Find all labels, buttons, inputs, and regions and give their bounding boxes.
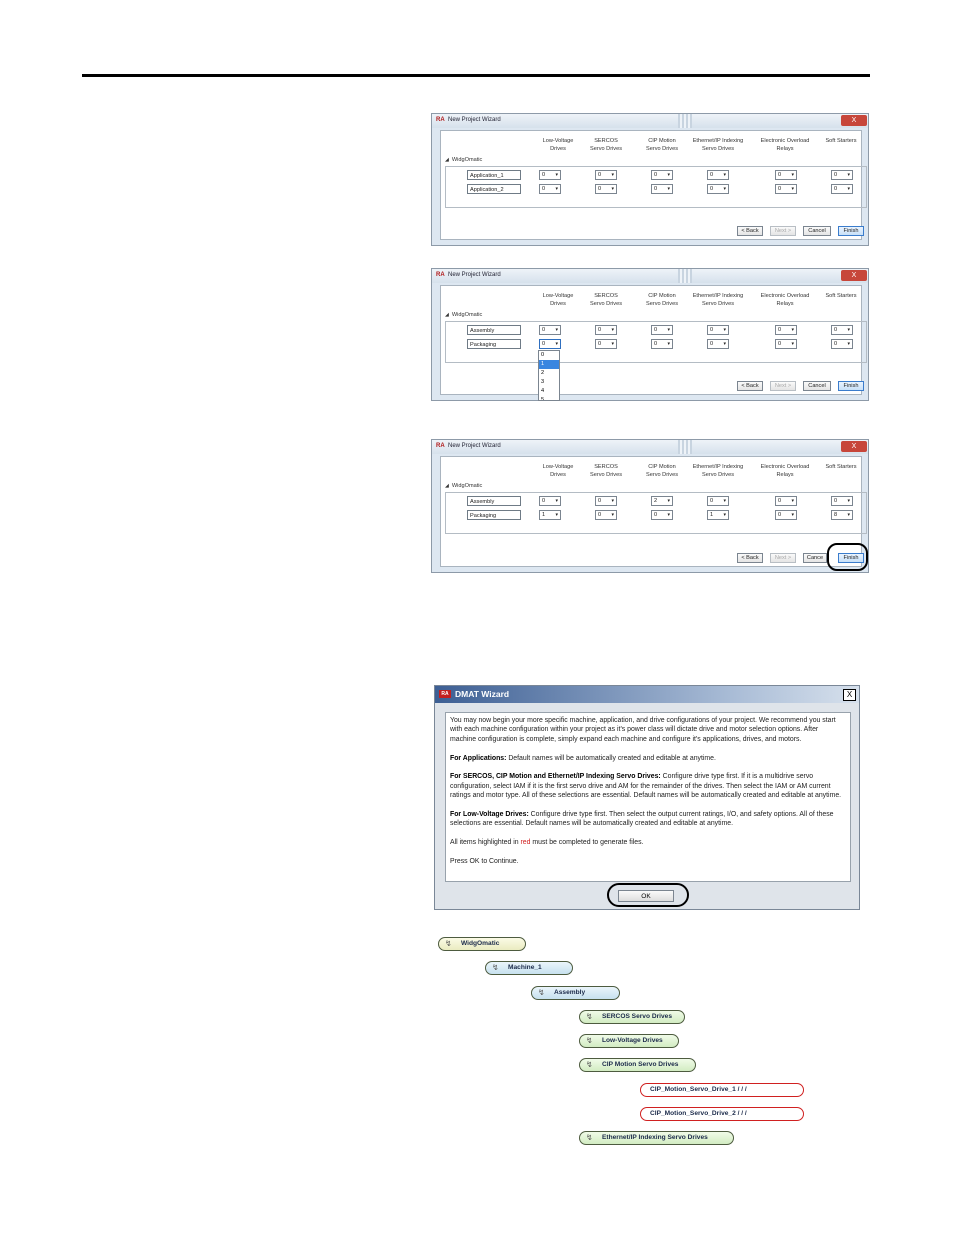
count-dropdown[interactable]: 0 ▾ [707,339,729,349]
count-dropdown[interactable]: 0 ▾ [707,496,729,506]
node-icon: ↯ [538,988,545,997]
title-bar [432,440,868,454]
col-header-cip: CIP Motion Servo Drives [645,138,679,152]
expand-arrow-icon[interactable]: ◢ [445,483,449,489]
tree-node-sercos[interactable]: ↯ SERCOS Servo Drives [579,1010,685,1024]
tree-node-cip-drive-1[interactable]: CIP_Motion_Servo_Drive_1 / / / [640,1083,804,1097]
col-header-soft-starters: Soft Starters [825,464,857,470]
dmat-wizard-window [434,685,860,910]
page-top-rule [82,74,870,77]
dmat-message [445,712,851,882]
count-dropdown[interactable]: 0 ▾ [539,170,561,180]
close-button[interactable]: X [841,441,867,452]
col-header-sercos: SERCOS Servo Drives [589,293,623,307]
count-dropdown[interactable]: 0 ▾ [707,170,729,180]
node-icon: ↯ [586,1060,593,1069]
title-stripe [678,269,692,283]
count-dropdown[interactable]: 0 ▾ [775,339,797,349]
expand-arrow-icon[interactable]: ◢ [445,312,449,318]
dropdown-option[interactable]: 2 [541,370,545,376]
col-header-overload: Electronic Overload Relays [760,138,810,152]
message-paragraph: For Low-Voltage Drives: Configure drive type first. Then select the output current ratings, I/O, and safety options. All of these selections are essential. Default names will be automatically created and editable at anytime. [450,811,834,828]
count-dropdown[interactable]: 0 ▾ [831,170,853,180]
wizard-body [440,130,862,240]
ra-logo-icon: RA [436,443,445,449]
col-header-sercos: SERCOS Servo Drives [589,138,623,152]
close-button[interactable]: X [841,115,867,126]
close-button[interactable]: X [841,270,867,281]
count-dropdown[interactable]: 2 ▾ [651,496,673,506]
node-icon: ↯ [492,963,499,972]
count-dropdown[interactable]: 0 ▾ [707,184,729,194]
tree-node-low-voltage[interactable]: ↯ Low-Voltage Drives [579,1034,679,1048]
app-name-field[interactable]: Packaging [467,510,521,520]
message-paragraph: For Applications: Default names will be automatically created and editable at anytime. [450,754,716,762]
ra-logo-icon: RA [436,117,445,123]
back-button[interactable]: < Back [737,381,763,391]
col-header-low-voltage: Low-Voltage Drives [542,464,574,478]
col-header-soft-starters: Soft Starters [825,138,857,144]
wizard-body [440,285,862,395]
tree-node-cip-drive-2[interactable]: CIP_Motion_Servo_Drive_2 / / / [640,1107,804,1121]
app-name-field[interactable]: Packaging [467,339,521,349]
count-dropdown[interactable]: 0 ▾ [595,170,617,180]
finish-button[interactable]: Finish [838,553,864,563]
tree-node-cip-motion[interactable]: ↯ CIP Motion Servo Drives [579,1058,696,1072]
col-header-overload: Electronic Overload Relays [760,293,810,307]
count-dropdown[interactable]: 0 ▾ [831,339,853,349]
count-dropdown[interactable]: 0 ▾ [651,325,673,335]
close-button[interactable]: X [843,689,856,701]
tree-node-ethernet-ip[interactable]: ↯ Ethernet/IP Indexing Servo Drives [579,1131,734,1145]
count-dropdown[interactable]: 0 ▾ [775,170,797,180]
title-bar [432,114,868,128]
next-button[interactable]: Next > [770,226,796,236]
count-dropdown[interactable]: 0 ▾ [651,170,673,180]
tree-machine[interactable]: ◢ WidgOmatic [445,312,483,318]
back-button[interactable]: < Back [737,226,763,236]
next-button[interactable]: Next > [770,553,796,563]
app-name-field[interactable]: Assembly [467,325,521,335]
count-dropdown[interactable]: 0 ▾ [831,325,853,335]
node-icon: ↯ [445,939,452,948]
count-dropdown[interactable]: 0 ▾ [651,184,673,194]
app-name-field[interactable]: Application_2 [467,184,521,194]
count-dropdown[interactable]: 0 ▾ [775,184,797,194]
count-dropdown[interactable]: 8 ▾ [831,510,853,520]
ra-logo-icon: RA [439,690,451,698]
count-dropdown[interactable]: 0 ▾ [539,184,561,194]
new-project-wizard-window-3 [431,439,869,573]
col-header-soft-starters: Soft Starters [825,293,857,299]
count-dropdown[interactable]: 0 ▾ [831,184,853,194]
col-header-ethernet: Ethernet/IP Indexing Servo Drives [692,464,744,478]
node-icon: ↯ [586,1036,593,1045]
dropdown-option[interactable]: 0 [541,352,545,358]
window-title: New Project Wizard [448,117,501,123]
tree-node-application[interactable]: ↯ Assembly [531,986,620,1000]
wizard-body [440,456,862,567]
node-icon: ↯ [586,1012,593,1021]
dropdown-options-list [538,350,560,401]
count-dropdown[interactable]: 0 ▾ [651,339,673,349]
col-header-cip: CIP Motion Servo Drives [645,464,679,478]
ok-button[interactable]: OK [618,890,674,902]
ok-highlight-ring [607,883,689,907]
new-project-wizard-window-2 [431,268,869,401]
count-dropdown[interactable]: 0 ▾ [831,496,853,506]
count-dropdown[interactable]: 0 ▾ [595,339,617,349]
count-dropdown[interactable]: 0 ▾ [651,510,673,520]
new-project-wizard-window-1 [431,113,869,246]
tree-node-machine[interactable]: ↯ Machine_1 [485,961,573,975]
ra-logo-icon: RA [436,272,445,278]
dropdown-option-selected[interactable]: 1 [539,360,559,369]
count-dropdown[interactable]: 1 ▾ [707,510,729,520]
message-paragraph: You may now begin your more specific machine, application, and drive configurations of your project. We recommend you start with each machine configuration within your project as it's power class will dictate drive and motor selection options. After machine configuration is complete, simply expand each machine and configure it's applications, drives, and motors. [450,717,836,743]
count-dropdown[interactable]: 0 ▾ [775,510,797,520]
count-dropdown[interactable]: 0 ▾ [595,184,617,194]
expand-arrow-icon[interactable]: ◢ [445,157,449,163]
message-paragraph: For SERCOS, CIP Motion and Ethernet/IP Indexing Servo Drives: Configure drive type first. If it is a multidrive servo configuration, select IAM if it is the first servo drive and AM for the remainder of the drives. Then select the IAM or AM current ratings and motor type. All of these selections are essential. Default names will be automatically created and editable at anytime. [450,773,842,800]
cancel-button[interactable]: Cance [803,553,827,563]
back-button[interactable]: < Back [737,553,763,563]
count-dropdown[interactable]: 1 ▾ [539,510,561,520]
tree-machine[interactable]: ◢ WidgOmatic [445,157,483,163]
dropdown-option[interactable]: 3 [541,379,545,385]
count-dropdown[interactable]: 0 ▾ [539,325,561,335]
cancel-button[interactable]: Cancel [803,381,831,391]
app-name-field[interactable]: Assembly [467,496,521,506]
count-dropdown[interactable]: 0 ▾ [707,325,729,335]
col-header-overload: Electronic Overload Relays [760,464,810,478]
col-header-low-voltage: Low-Voltage Drives [542,138,574,152]
dropdown-option[interactable]: 5 [541,397,545,401]
app-name-field[interactable]: Application_1 [467,170,521,180]
count-dropdown[interactable]: 0 ▾ [775,325,797,335]
finish-button[interactable]: Finish [838,226,864,236]
cancel-button[interactable]: Cancel [803,226,831,236]
title-bar [432,269,868,283]
message-paragraph: All items highlighted in red must be completed to generate files. [450,839,644,847]
next-button[interactable]: Next > [770,381,796,391]
window-title: New Project Wizard [448,272,501,278]
title-stripe [678,440,692,454]
message-paragraph: Press OK to Continue. [450,858,519,866]
count-dropdown-open[interactable]: 0 ▾ [539,339,561,349]
tree-node-machine-root[interactable]: ↯ WidgOmatic [438,937,526,951]
col-header-low-voltage: Low-Voltage Drives [542,293,574,307]
count-dropdown[interactable]: 0 ▾ [539,496,561,506]
title-stripe [678,114,692,128]
title-bar [435,686,859,703]
col-header-ethernet: Ethernet/IP Indexing Servo Drives [692,138,744,152]
dropdown-option[interactable]: 4 [541,388,545,394]
window-title: New Project Wizard [448,443,501,449]
finish-highlight-ring [827,543,868,571]
col-header-sercos: SERCOS Servo Drives [589,464,623,478]
count-dropdown[interactable]: 0 ▾ [595,510,617,520]
window-title: DMAT Wizard [455,689,510,699]
node-icon: ↯ [586,1133,593,1142]
col-header-cip: CIP Motion Servo Drives [645,293,679,307]
count-dropdown[interactable]: 0 ▾ [595,496,617,506]
col-header-ethernet: Ethernet/IP Indexing Servo Drives [692,293,744,307]
finish-button[interactable]: Finish [838,381,864,391]
count-dropdown[interactable]: 0 ▾ [775,496,797,506]
tree-machine[interactable]: ◢ WidgOmatic [445,483,483,489]
count-dropdown[interactable]: 0 ▾ [595,325,617,335]
